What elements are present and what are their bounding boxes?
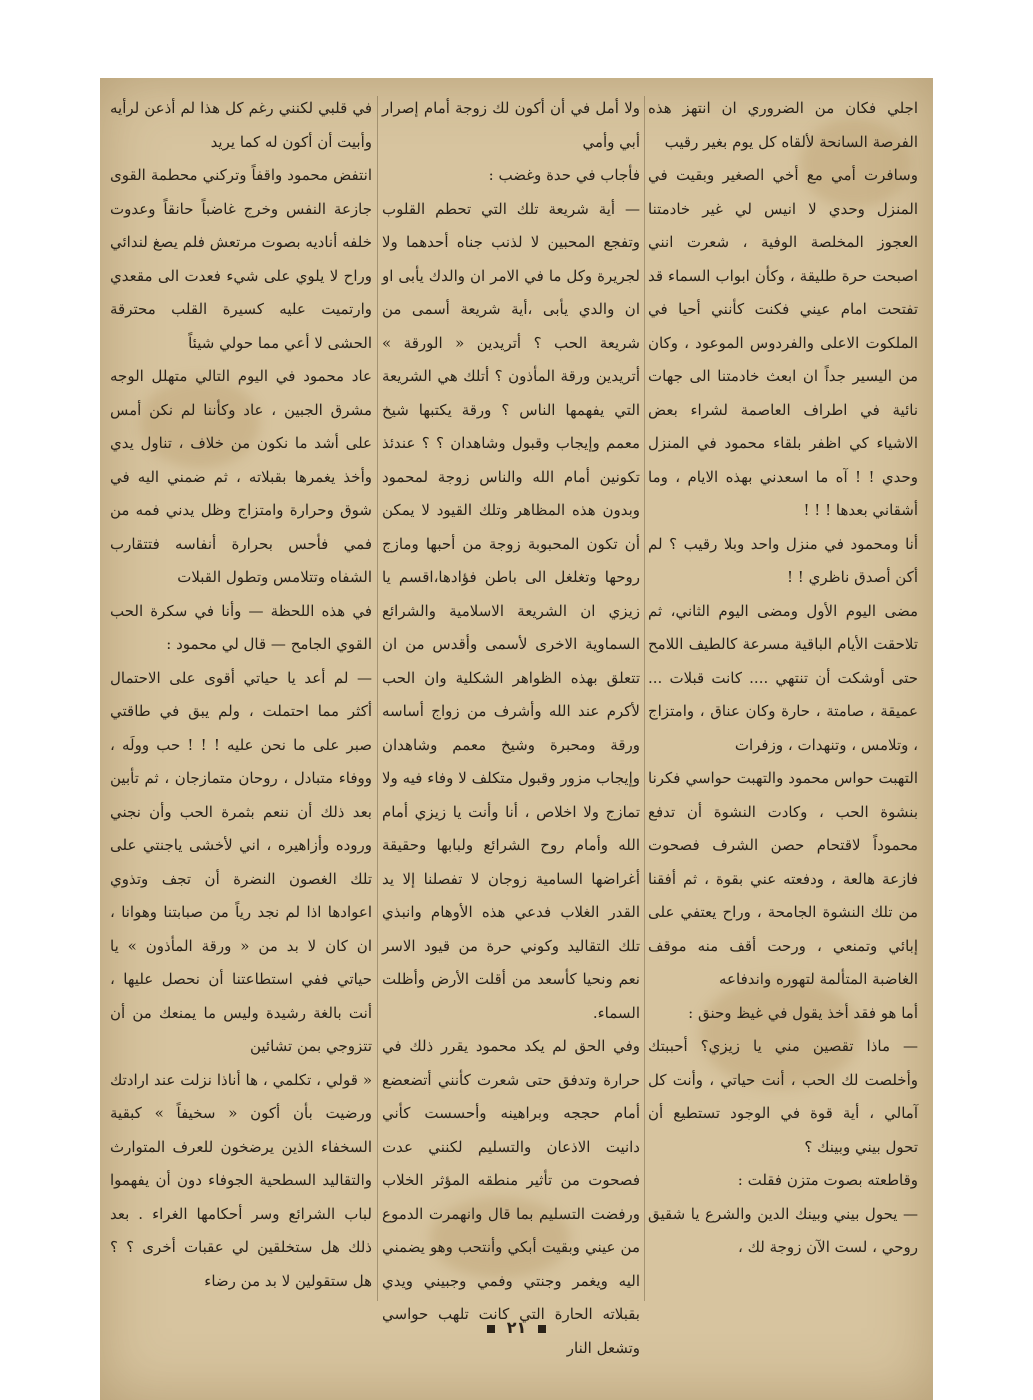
paragraph: — يحول بيني وبينك الدين والشرع يا شقيق روحي ، لست الآن زوجة لك ،: [648, 1204, 918, 1256]
text-column-right: [648, 92, 918, 1317]
paragraph: في هذه اللحظة — وأنا في سكرة الحب القوي الجامح — قال لي محمود :: [110, 601, 372, 653]
paragraph: — ماذا تقصين مني يا زيزي؟ أحببتك وأخلصت لك الحب ، أنت حياتي ، وأنت كل آمالي ، أية قوة في الوجود تستطيع أن تحول بيني وبينك ؟: [648, 1037, 918, 1156]
paragraph: في قلبي لكنني رغم كل هذا لم أذعن لرأيه وأبيت أن أكون له كما يريد: [110, 99, 372, 151]
paragraph: اجلي فكان من الضروري ان انتهز هذه الفرصة السانحة لألقاه كل يوم بغير رقيب: [648, 99, 918, 151]
paragraph: — لم أعد يا حياتي أقوى على الاحتمال أكثر مما احتملت ، ولم يبق في طاقتي صبر على ما نحن عليه ! ! ! حب وولَه ، ووفاء متبادل ، روحان متمازجان ، ثم تأبين بعد ذلك أن ننعم بثمرة الحب وأن نجني وروده وأزاهيره ، اني لأخشى ياجنتي على تلك الغصون النضرة أن تجف وتذوي اعوادها اذا لم نجد رياً من صبابتنا وهوانا ، ان كان لا بد من « ورقة المأذون » يا حياتي ففي استطاعتنا أن نحصل عليها ، أنت بالغة رشيدة وليس ما يمنعك من أن تتزوجي بمن تشائين: [110, 668, 372, 1055]
paragraph: وقاطعته بصوت متزن فقلت :: [737, 1171, 918, 1189]
paragraph: « قولي ، تكلمي ، ها أناذا نزلت عند ارادتك ورضيت بأن أكون « سخيفاً » كبقية السخفاء الذين يرضخون للعرف المتوارث والتقاليد السطحية الجوفاء دون أن يفهموا لباب الشرائع وسر أحكامها الغراء . بعد ذلك هل ستخلقين لي عقبات أخرى ؟ ؟ هل ستقولين لا بد من رضاء: [110, 1070, 372, 1290]
paragraph: انتفض محمود واقفاً وتركني محطمة القوى جازعة النفس وخرج غاضباً حانقاً وعدوت خلفه أناديه بصوت مرتعش فلم يصغ لندائي وراح لا يلوي على شيء فعدت الى مقعدي وارتميت عليه كسيرة القلب محترقة الحشى لا أعي مما حولي شيئاً: [110, 166, 372, 352]
column-divider: [377, 96, 378, 1301]
paragraph: وسافرت أمي مع أخي الصغير وبقيت في المنزل وحدي لا انيس لي غير خادمتنا العجوز المخلصة الوفية ، شعرت انني اصبحت حرة طليقة ، وكأن ابواب السماء قد تفتحت امام عيني فكنت كأنني أحيا في الملكوت الاعلى والفردوس الموعود ، وكان من اليسير جداً ان ابعث خادمتنا الى جهات نائية في اطراف العاصمة لشراء بعض الاشياء كي اظفر بلقاء محمود في المنزل وحدي ! ! آه ما اسعدني بهذه الايام ، وما أشقاني بعدها ! ! !: [648, 166, 918, 519]
paragraph: فأجاب في حدة وغضب :: [488, 166, 640, 184]
text-column-left: [110, 92, 372, 1317]
column-divider: [644, 96, 645, 1301]
paragraph: التهبت حواس محمود والتهبت حواسي فكرنا بنشوة الحب ، وكادت النشوة أن تدفع محموداً لاقتحام حصن الشرف فصحوت فازعة هالعة ، ودفعته عني بقوة ، ثم أفقنا من تلك النشوة الجامحة ، وراح يعتفي على إبائي وتمنعي ، ورحت أقف منه موقف الغاضبة المتألمة لتهوره واندفاعه: [648, 769, 918, 988]
page-number: ٢١: [506, 1318, 527, 1337]
paragraph: ولا أمل في أن أكون لك زوجة أمام إصرار أبي وأمي: [382, 99, 640, 151]
paragraph: مضى اليوم الأول ومضى اليوم الثاني، ثم تلاحقت الأيام الباقية مسرعة كالطيف اللامح حتى أوشكت أن تنتهي .... كانت قبلات ... عميقة ، صامتة ، حارة وكان عناق ، وامتزاج ، وتلامس ، وتنهدات ، وزفرات: [648, 601, 918, 754]
square-ornament-icon: [538, 1325, 546, 1333]
paragraph: أما هو فقد أخذ يقول في غيظ وحنق :: [688, 1003, 918, 1022]
page-footer: [100, 1318, 933, 1337]
paragraph: — أية شريعة تلك التي تحطم القلوب وتفجع المحبين لا لذنب جناه أحدهما ولا لجريرة وكل ما في الامر ان والدك يأبى او ان والدي يأبى ،أية شريعة أسمى من شريعة الحب ؟ أتريدين « الورقة » أتريدين ورقة المأذون ؟ أتلك هي الشريعة التي يفهمها الناس ؟ ورقة يكتبها شيخ معمم وإيجاب وقبول وشاهدان ؟ ؟ عندئذ تكونين أمام الله والناس زوجة لمحمود وبدون هذه المظاهر وتلك القيود لا يمكن أن تكون المحبوبة زوجة من أحبها ومازج روحها وتغلغل الى باطن فؤادها،اقسم يا زيزي ان الشريعة الاسلامية والشرائع السماوية الاخرى لأسمى وأقدس من ان تتعلق بهذه الظواهر الشكلية وان الحب لأكرم عند الله وأشرف من زواج أساسه ورقة ومحبرة وشيخ معمم وشاهدان وإيجاب مزور وقبول متكلف لا وفاء فيه ولا تمازج ولا اخلاص ، أنا وأنت يا زيزي أمام الله وأمام روح الشرائع ولبابها وحقيقة أغراضها السامية زوجان لا تفصلنا إلا يد القدر الغلاب فدعي هذه الأوهام وانبذي تلك التقاليد وكوني حرة من قيود الاسر نعم ونحيا كأسعد من أقلت الأرض وأظلت السماء.: [382, 199, 640, 1022]
magazine-page: [100, 78, 933, 1400]
square-ornament-icon: [487, 1325, 495, 1333]
paragraph: وفي الحق لم يكد محمود يقرر ذلك في حرارة وتدفق حتى شعرت كأنني أتضعضع أمام حججه وبراهينه وأحسست كأني دانيت الاذعان والتسليم لكنني عدت فصحوت من تأثير منطقه المؤثر الخلاب ورفضت التسليم بما قال وانهمرت الدموع من عيني وبقيت أبكي وأنتحب وهو يضمني اليه ويغمر وجنتي وفمي وجبيني ويدي بقبلاته الحارة التي كانت تلهب حواسي وتشعل النار: [382, 1037, 640, 1357]
paragraph: أنا ومحمود في منزل واحد وبلا رقيب ؟ لم أكن أصدق ناظري ! !: [648, 534, 918, 586]
paragraph: عاد محمود في اليوم التالي متهلل الوجه مشرق الجبين ، عاد وكأننا لم نكن أمس على أشد ما نكون من خلاف ، تناول يدي وأخذ يغمرها بقبلاته ، ثم ضمني اليه في شوق وحرارة وامتزاج وظل يدني فمه من فمي فأحس بحرارة أنفاسه فتتقارب الشفاه وتتلامس وتطول القبلات: [110, 367, 372, 586]
